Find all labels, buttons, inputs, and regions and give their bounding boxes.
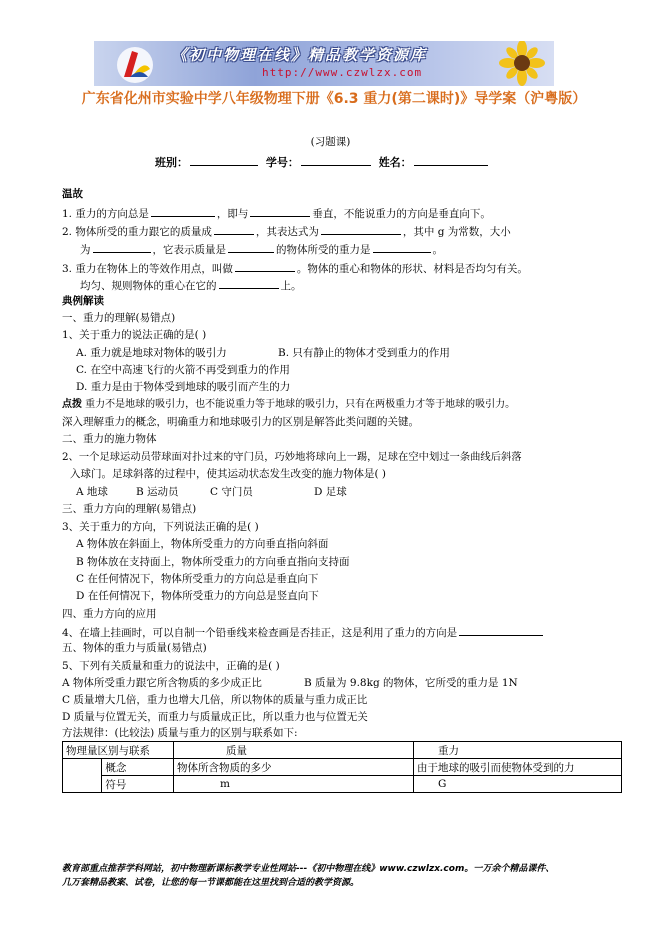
- part1-option-c[interactable]: C. 在空中高速飞行的火箭不再受到重力的作用: [76, 364, 290, 376]
- part5-method: 方法规律：(比较法) 质量与重力的区别与联系如下:: [62, 727, 298, 739]
- table-row: [63, 776, 622, 793]
- blank[interactable]: [228, 241, 274, 253]
- review-q3: 3. 重力在物体上的等效作用点，叫做 。物体的重心和物体的形状、材料是否均匀有关。: [62, 260, 528, 276]
- table-cell: m: [174, 776, 414, 793]
- review-q2: 2. 物体所受的重力跟它的质量成 ，其表达式为 ，其中 g 为常数，大小: [62, 223, 511, 239]
- part5-heading: 五、物体的重力与质量(易错点): [62, 642, 207, 654]
- table-cell: 质量: [174, 742, 414, 759]
- part2-heading: 二、重力的施力物体: [62, 433, 157, 445]
- part3-option-d[interactable]: D 在任何情况下，物体所受重力的方向总是竖直向下: [76, 590, 319, 602]
- mass-weight-table: [62, 741, 622, 793]
- table-cell: G: [414, 776, 622, 793]
- section-examples-heading: 典例解读: [62, 295, 104, 307]
- table-cell: 由于地球的吸引而使物体受到的力: [414, 759, 622, 776]
- part1-option-d[interactable]: D. 重力是由于物体受到地球的吸引而产生的力: [76, 381, 291, 393]
- part4-heading: 四、重力方向的应用: [62, 608, 157, 620]
- review-q1: 1. 重力的方向总是 ，即与 垂直，不能说重力的方向是垂直向下。: [62, 205, 491, 221]
- part5-option-b[interactable]: B 质量为 9.8kg 的物体，它所受的重力是 1N: [304, 677, 518, 689]
- table-cell: 重力: [414, 742, 622, 759]
- part1-tip: 点拨 重力不是地球的吸引力，也不能说重力等于地球的吸引力，只有在两极重力才等于地球的吸引力。: [62, 399, 516, 410]
- part3-question: 3、关于重力的方向，下列说法正确的是( ): [62, 521, 259, 533]
- blank[interactable]: [214, 223, 254, 235]
- blank[interactable]: [219, 277, 279, 289]
- name-label: 姓名：: [378, 156, 412, 169]
- part5-option-c[interactable]: C 质量增大几倍，重力也增大几倍，所以物体的质量与重力成正比: [62, 694, 368, 706]
- blank[interactable]: [321, 223, 401, 235]
- document-title: 广东省化州市实验中学八年级物理下册《6.3 重力(第二课时)》导学案（沪粤版）: [81, 91, 587, 107]
- blank[interactable]: [93, 241, 151, 253]
- table-row: [63, 742, 622, 759]
- part2-question: 2、一个足球运动员带球面对扑过来的守门员，巧妙地将球向上一踢，足球在空中划过一条曲线后斜落: [62, 451, 522, 463]
- table-cell: 物理量区别与联系: [63, 742, 174, 759]
- table-row: [63, 759, 622, 776]
- part3-option-b[interactable]: B 物体放在支持面上，物体所受重力的方向垂直指向支持面: [76, 556, 350, 568]
- number-label: 学号：: [265, 156, 299, 169]
- tip-label: 点拨: [62, 399, 82, 410]
- part2-option-a[interactable]: A 地球: [76, 486, 108, 498]
- footer-line: 教育部重点推荐学科网站，初中物理新课标教学专业性网站---《初中物理在线》www.czwlzx.com。一万余个精品课件、: [62, 864, 555, 874]
- document-subtitle: (习题课): [310, 136, 351, 148]
- blank[interactable]: [151, 205, 215, 217]
- footer-line: 几万套精品教案、试卷，让您的每一节课都能在这里找到合适的教学资源。: [62, 878, 360, 888]
- class-blank[interactable]: [190, 154, 258, 166]
- part1-heading: 一、重力的理解(易错点): [62, 312, 176, 324]
- blank[interactable]: [235, 260, 295, 272]
- blank[interactable]: [373, 241, 431, 253]
- review-q2-cont: 为 ，它表示质量是 的物体所受的重力是 。: [80, 241, 443, 257]
- page-footer: [62, 862, 622, 890]
- part5-question: 5、下列有关质量和重力的说法中，正确的是( ): [62, 660, 280, 672]
- part2-question-cont: 入球门。足球斜落的过程中，使其运动状态发生改变的施力物体是( ): [70, 468, 387, 480]
- part1-tip-cont: 深入理解重力的概念，明确重力和地球吸引力的区别是解答此类问题的关键。: [62, 416, 419, 428]
- part2-option-b[interactable]: B 运动员: [136, 486, 179, 498]
- part5-option-a[interactable]: A 物体所受重力跟它所含物质的多少成正比: [62, 677, 262, 689]
- blank[interactable]: [250, 205, 310, 217]
- part1-option-a[interactable]: A. 重力就是地球对物体的吸引力: [76, 347, 227, 359]
- part3-option-c[interactable]: C 在任何情况下，物体所受重力的方向总是垂直向下: [76, 573, 319, 585]
- table-cell: 概念: [102, 759, 174, 776]
- part5-option-d[interactable]: D 质量与位置无关，而重力与质量成正比，所以重力也与位置无关: [62, 711, 368, 723]
- table-cell: [63, 759, 102, 793]
- header-banner: [94, 41, 554, 86]
- blank[interactable]: [459, 624, 543, 636]
- student-info-row: [155, 154, 492, 170]
- review-q3-cont: 均匀、规则物体的重心在它的 上。: [80, 277, 302, 293]
- section-review-heading: 温故: [62, 188, 83, 200]
- site-logo-icon: [114, 43, 156, 85]
- part2-option-d[interactable]: D 足球: [314, 486, 347, 498]
- part4-question: 4、在墙上挂画时，可以自制一个铅垂线来检查画是否挂正，这是利用了重力的方向是: [62, 624, 545, 640]
- part3-option-a[interactable]: A 物体放在斜面上，物体所受重力的方向垂直指向斜面: [76, 538, 329, 550]
- part2-option-c[interactable]: C 守门员: [210, 486, 253, 498]
- name-blank[interactable]: [414, 154, 488, 166]
- class-label: 班别：: [155, 156, 188, 169]
- number-blank[interactable]: [301, 154, 371, 166]
- part1-option-b[interactable]: B. 只有静止的物体才受到重力的作用: [278, 347, 450, 359]
- table-cell: 符号: [102, 776, 174, 793]
- sunflower-icon: [492, 41, 548, 86]
- part1-question: 1、关于重力的说法正确的是( ): [62, 329, 207, 341]
- part3-heading: 三、重力方向的理解(易错点): [62, 503, 197, 515]
- banner-url[interactable]: http://www.czwlzx.com: [262, 66, 423, 79]
- table-cell: 物体所含物质的多少: [174, 759, 414, 776]
- banner-title: 《初中物理在线》精品教学资源库: [172, 46, 428, 64]
